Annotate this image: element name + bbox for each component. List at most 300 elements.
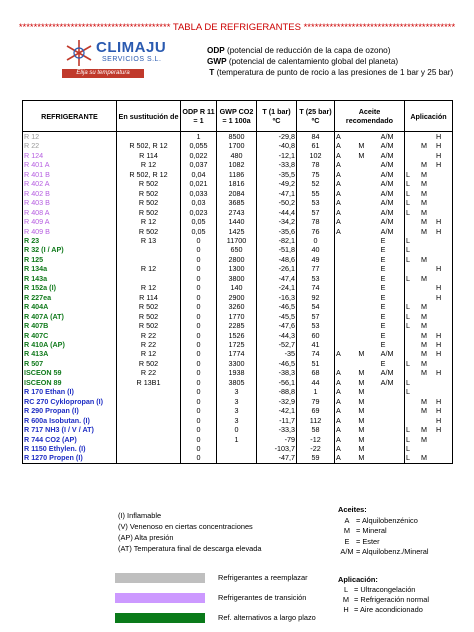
app-m (421, 245, 436, 254)
table-row (23, 179, 453, 188)
application-cell (405, 160, 453, 169)
oil-cell (335, 151, 405, 160)
refrigerant-name: R 408 A (23, 208, 117, 217)
gwp-cell: 11700 (217, 236, 257, 245)
refrigerant-name: R 1150 Ethylen. (I) (23, 444, 117, 453)
app-l: L (406, 434, 410, 444)
substitution-cell: R 502 (117, 208, 181, 217)
oil-a: A (336, 141, 341, 151)
gwp-cell: 2800 (217, 255, 257, 264)
oil-m: M (358, 368, 365, 378)
gwp-cell: 650 (217, 245, 257, 254)
swatch-label: Refrigerantes a reemplazar (218, 573, 308, 582)
application-cell (405, 368, 453, 377)
substitution-cell: R 502 (117, 312, 181, 321)
oil-m (358, 179, 380, 188)
app-h: H (436, 283, 442, 293)
app-m: M (421, 207, 427, 217)
app-h: H (436, 330, 442, 340)
application-cell (405, 170, 453, 179)
logo-name: CLIMAJU (96, 39, 167, 56)
oil-m (358, 217, 380, 226)
gwp-cell: 1774 (217, 349, 257, 358)
substitution-cell: R 12 (117, 349, 181, 358)
gwp-cell: 2285 (217, 321, 257, 330)
table-row (23, 283, 453, 292)
app-h: H (436, 339, 442, 349)
odp-cell: 0,033 (181, 189, 217, 198)
t25-cell: 52 (297, 179, 335, 188)
gwp-cell: 3805 (217, 378, 257, 387)
app-m (421, 444, 436, 453)
table-row (23, 302, 453, 311)
app-h (436, 189, 451, 198)
table-row (23, 198, 453, 207)
app-m (421, 264, 436, 273)
oil-cell (335, 293, 405, 302)
table-row (23, 312, 453, 321)
oil-a: A (336, 198, 341, 208)
substitution-cell (117, 397, 181, 406)
application-cell (405, 179, 453, 188)
odp-cell: 0 (181, 453, 217, 463)
substitution-cell (117, 255, 181, 264)
odp-cell: 0 (181, 245, 217, 254)
oil-a: A (336, 396, 341, 406)
oil-m (358, 302, 380, 311)
refrigerant-name: ISCEON 89 (23, 378, 117, 387)
gwp-cell (217, 453, 257, 463)
app-h: H (436, 406, 442, 416)
t25-cell: -22 (297, 444, 335, 453)
oil-a (336, 245, 358, 254)
app-h (436, 245, 451, 254)
gwp-cell: 3685 (217, 198, 257, 207)
oil-e: A/M (380, 141, 394, 151)
gwp-cell: 1440 (217, 217, 257, 226)
substitution-cell: R 502 (117, 321, 181, 330)
oil-e: E (380, 235, 386, 245)
refrigerant-name: R 402 B (23, 189, 117, 198)
application-cell (405, 425, 453, 434)
oil-cell (335, 321, 405, 330)
oil-e (381, 435, 403, 444)
app-l: L (406, 235, 410, 245)
page-title: ***************************************** TABLA DE REFRIGERANTES ***************************************** (18, 22, 456, 33)
t1-cell: -38,3 (257, 368, 297, 377)
snowflake-logo-icon (62, 38, 96, 68)
t25-cell: 79 (297, 397, 335, 406)
app-l: L (406, 188, 410, 198)
app-m: M (421, 141, 427, 151)
substitution-cell (117, 245, 181, 254)
oil-a (336, 340, 358, 349)
oil-e: E (380, 292, 386, 302)
app-l: L (406, 207, 410, 217)
t1-cell: -82,1 (257, 236, 297, 245)
oil-a (336, 331, 358, 340)
table-row (23, 378, 453, 387)
app-l: L (406, 198, 410, 208)
oil-m (358, 293, 380, 302)
refrigerant-name: R 413A (23, 349, 117, 358)
oil-e: E (380, 283, 386, 293)
aceite-item: E = Ester (344, 536, 380, 546)
refrigerant-name: R 1270 Propen (I) (23, 453, 117, 463)
oil-cell (335, 274, 405, 283)
oil-e: A/M (380, 198, 394, 208)
oil-m: M (358, 425, 365, 435)
oil-cell (335, 359, 405, 368)
app-l (406, 331, 421, 340)
substitution-cell: R 13B1 (117, 378, 181, 387)
application-cell (405, 132, 453, 142)
t25-cell: 69 (297, 406, 335, 415)
app-l: L (406, 169, 410, 179)
oil-m: M (358, 434, 365, 444)
table-row (23, 340, 453, 349)
t1-cell: -47,1 (257, 189, 297, 198)
app-m: M (421, 368, 427, 378)
substitution-cell: R 12 (117, 217, 181, 226)
app-h (436, 387, 451, 396)
table-row (23, 444, 453, 453)
application-cell (405, 274, 453, 283)
substitution-cell: R 22 (117, 340, 181, 349)
oil-a: A (336, 217, 341, 227)
odp-cell: 0 (181, 444, 217, 453)
oil-cell (335, 198, 405, 207)
odp-cell: 0 (181, 340, 217, 349)
app-m: M (421, 188, 427, 198)
app-l: L (406, 387, 410, 397)
oil-m (358, 170, 380, 179)
oil-e: A/M (380, 150, 394, 160)
t1-cell: -46,5 (257, 359, 297, 368)
app-h: H (436, 415, 442, 425)
gwp-cell: 1816 (217, 179, 257, 188)
oil-m (358, 245, 380, 254)
oil-m: M (358, 415, 365, 425)
oil-cell (335, 378, 405, 387)
oil-e: E (380, 311, 386, 321)
app-h (436, 274, 451, 283)
refrigerant-name: R 407A (AT) (23, 312, 117, 321)
t25-cell: 59 (297, 453, 335, 463)
gwp-cell: 3300 (217, 359, 257, 368)
app-m: M (421, 273, 427, 283)
oil-cell (335, 132, 405, 142)
refrigerant-name: R 143a (23, 274, 117, 283)
oil-cell (335, 189, 405, 198)
app-l (406, 293, 421, 302)
note-item: (I) Inflamable (118, 511, 162, 520)
application-cell (405, 349, 453, 358)
refrigerant-name: R 402 A (23, 179, 117, 188)
odp-cell: 0 (181, 359, 217, 368)
oil-e (381, 387, 403, 396)
substitution-cell: R 12 (117, 283, 181, 292)
t25-cell: 76 (297, 227, 335, 236)
swatch-largo-plazo (115, 613, 205, 623)
gwp-cell: 0 (217, 425, 257, 434)
legend-gwp: GWP (potencial de calentamiento global del planeta) (207, 57, 399, 66)
swatch-reemplazar (115, 573, 205, 583)
substitution-cell: R 502 (117, 198, 181, 207)
aplicacion-item: H = Aire acondicionado (343, 605, 423, 614)
gwp-cell: 3 (217, 397, 257, 406)
oil-cell (335, 217, 405, 226)
gwp-cell: 1938 (217, 368, 257, 377)
oil-e: A/M (380, 217, 394, 227)
application-cell (405, 255, 453, 264)
t1-cell: -52,7 (257, 340, 297, 349)
gwp-cell: 8500 (217, 132, 257, 142)
oil-a: A (336, 160, 341, 170)
oil-e: A/M (380, 169, 394, 179)
oil-a: A (336, 368, 341, 378)
refrigerant-name: R 12 (23, 132, 117, 142)
table-row (23, 425, 453, 434)
gwp-cell: 1 (217, 435, 257, 444)
t25-cell: 74 (297, 349, 335, 358)
app-h (436, 321, 451, 330)
header-aplicacion: Aplicación (405, 101, 453, 132)
t25-cell: 54 (297, 302, 335, 311)
oil-a (336, 302, 358, 311)
refrigerant-name: R 22 (23, 141, 117, 150)
t25-cell: 77 (297, 264, 335, 273)
app-l: L (406, 321, 410, 331)
oil-cell (335, 397, 405, 406)
t1-cell: -32,9 (257, 397, 297, 406)
oil-a (336, 255, 358, 264)
app-l: L (406, 179, 410, 189)
aplicacion-title: Aplicación: (338, 575, 378, 584)
odp-cell: 0 (181, 397, 217, 406)
app-m: M (421, 434, 427, 444)
t25-cell: 55 (297, 189, 335, 198)
oil-e: A/M (380, 207, 394, 217)
refrigerant-name: R 125 (23, 255, 117, 264)
oil-cell (335, 425, 405, 434)
refrigerant-name: R 401 A (23, 160, 117, 169)
t1-cell: -44,3 (257, 331, 297, 340)
oil-m (358, 208, 380, 217)
refrigerant-table (22, 100, 453, 464)
application-cell (405, 236, 453, 245)
substitution-cell: R 502, R 12 (117, 141, 181, 150)
app-l (406, 406, 421, 415)
t1-cell: -42,1 (257, 406, 297, 415)
t1-cell: -47,4 (257, 274, 297, 283)
swatch-transicion (115, 593, 205, 603)
substitution-cell: R 12 (117, 160, 181, 169)
oil-m (358, 274, 380, 283)
gwp-cell: 3 (217, 387, 257, 396)
t25-cell: 60 (297, 331, 335, 340)
app-m: M (421, 453, 427, 463)
substitution-cell (117, 425, 181, 434)
t25-cell: 40 (297, 245, 335, 254)
oil-e: E (380, 339, 386, 349)
table-row (23, 274, 453, 283)
oil-cell (335, 160, 405, 169)
oil-e: A/M (380, 132, 394, 141)
table-row (23, 151, 453, 160)
app-m: M (421, 179, 427, 189)
odp-cell: 0,04 (181, 170, 217, 179)
application-cell (405, 293, 453, 302)
oil-a: A (336, 415, 341, 425)
oil-a: A (336, 207, 341, 217)
odp-cell: 0 (181, 255, 217, 264)
t25-cell: 58 (297, 425, 335, 434)
legend-t: T (temperatura de punto de rocio a las presiones de 1 bar y 25 bar) (209, 68, 454, 77)
app-h (436, 378, 451, 387)
app-h: H (436, 132, 442, 141)
app-l (406, 397, 421, 406)
oil-e: E (380, 273, 386, 283)
t1-cell: -88,8 (257, 387, 297, 396)
gwp-cell: 1700 (217, 141, 257, 150)
oil-m (358, 227, 380, 236)
t25-cell: 84 (297, 132, 335, 142)
t1-cell: -33,3 (257, 425, 297, 434)
oil-e: E (380, 330, 386, 340)
gwp-cell: 1526 (217, 331, 257, 340)
app-h: H (436, 425, 442, 435)
app-l: L (406, 311, 410, 321)
oil-a (336, 321, 358, 330)
table-row (23, 387, 453, 396)
refrigerant-name: R 32 (I / AP) (23, 245, 117, 254)
table-row (23, 255, 453, 264)
oil-a: A (336, 169, 341, 179)
t25-cell: 102 (297, 151, 335, 160)
app-h: H (436, 226, 442, 236)
app-h (436, 359, 451, 368)
odp-cell: 0 (181, 283, 217, 292)
t1-cell: -50,2 (257, 198, 297, 207)
oil-cell (335, 236, 405, 245)
application-cell (405, 435, 453, 444)
oil-m: M (358, 396, 365, 406)
application-cell (405, 264, 453, 273)
substitution-cell (117, 406, 181, 415)
legend-odp: ODP (potencial de reducción de la capa de ozono) (207, 46, 391, 55)
table-row (23, 160, 453, 169)
app-m: M (421, 254, 427, 264)
oil-a (336, 236, 358, 245)
oil-cell (335, 312, 405, 321)
refrigerant-name: R 401 B (23, 170, 117, 179)
app-h: H (436, 150, 442, 160)
gwp-cell (217, 444, 257, 453)
odp-cell: 0 (181, 416, 217, 425)
app-h (436, 255, 451, 264)
refrigerant-name: R 170 Ethan (I) (23, 387, 117, 396)
oil-m (358, 236, 380, 245)
gwp-cell: 1082 (217, 160, 257, 169)
oil-cell (335, 387, 405, 396)
substitution-cell (117, 416, 181, 425)
oil-cell (335, 179, 405, 188)
t25-cell: -12 (297, 435, 335, 444)
header-aceite: Aceite recomendado (335, 101, 405, 132)
refrigerant-name: ISCEON 59 (23, 368, 117, 377)
refrigerant-name: R 507 (23, 359, 117, 368)
t25-cell: 75 (297, 170, 335, 179)
application-cell (405, 189, 453, 198)
odp-cell: 0 (181, 406, 217, 415)
t1-cell: -44,4 (257, 208, 297, 217)
app-l (406, 264, 421, 273)
substitution-cell (117, 132, 181, 142)
oil-m: M (358, 453, 365, 463)
table-row (23, 453, 453, 463)
gwp-cell: 1186 (217, 170, 257, 179)
aceites-legend (338, 505, 429, 558)
app-l (406, 416, 421, 425)
oil-e (381, 425, 403, 434)
refrigerant-name: R 227ea (23, 293, 117, 302)
aceite-item: A/M = Alquilobenz./Mineral (340, 547, 429, 556)
oil-a: A (336, 377, 341, 387)
oil-m: M (358, 349, 365, 359)
oil-m (358, 283, 380, 292)
t1-cell: -33,8 (257, 160, 297, 169)
swatch-label: Refrigerantes de transición (218, 593, 307, 602)
odp-cell: 0,05 (181, 227, 217, 236)
refrigerant-name: R 23 (23, 236, 117, 245)
header-odp: ODP R 11 = 1 (181, 101, 217, 132)
app-h (436, 198, 451, 207)
refrigerant-name: R 744 CO2 (AP) (23, 435, 117, 444)
odp-cell: 0 (181, 425, 217, 434)
gwp-cell: 1425 (217, 227, 257, 236)
t1-cell: -12,1 (257, 151, 297, 160)
refrigerant-name: R 407B (23, 321, 117, 330)
oil-m (358, 340, 380, 349)
oil-m (358, 132, 380, 141)
oil-cell (335, 331, 405, 340)
t25-cell: 53 (297, 321, 335, 330)
t25-cell: 53 (297, 198, 335, 207)
odp-cell: 0 (181, 302, 217, 311)
app-h (436, 179, 451, 188)
app-l: L (406, 425, 410, 435)
header-t25: T (25 bar) ºC (297, 101, 335, 132)
application-cell (405, 406, 453, 415)
app-m: M (421, 406, 427, 416)
oil-cell (335, 141, 405, 150)
oil-e: A/M (380, 188, 394, 198)
odp-cell: 0 (181, 312, 217, 321)
app-l (406, 141, 421, 150)
substitution-cell: R 502, R 12 (117, 170, 181, 179)
swatch-label: Ref. alternativos a largo plazo (218, 613, 316, 622)
app-l: L (406, 245, 410, 255)
oil-a (336, 274, 358, 283)
app-l (406, 340, 421, 349)
oil-a: A (336, 406, 341, 416)
odp-cell: 0 (181, 274, 217, 283)
refrigerant-name: R 404A (23, 302, 117, 311)
table-row (23, 331, 453, 340)
substitution-cell: R 502 (117, 359, 181, 368)
odp-cell: 0,037 (181, 160, 217, 169)
